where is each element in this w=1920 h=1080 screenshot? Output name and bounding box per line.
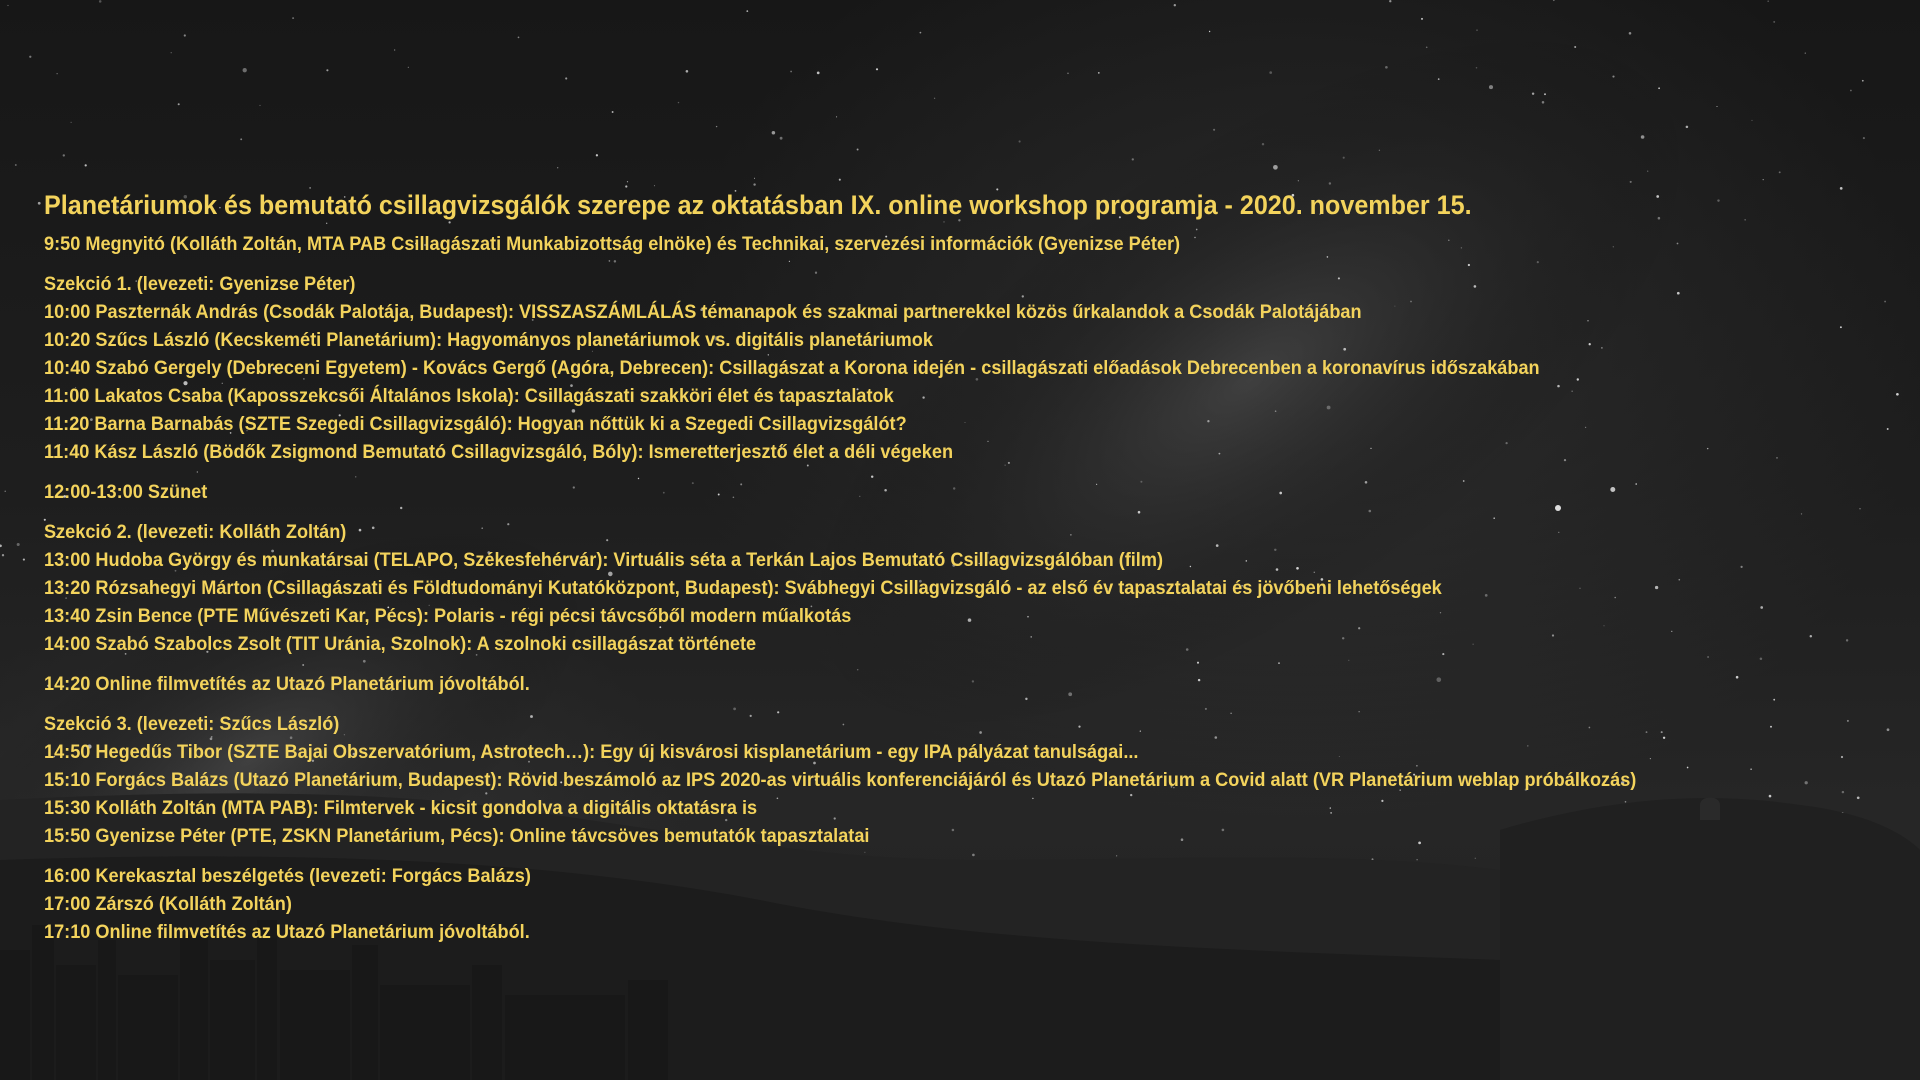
schedule-line: 15:30 Kolláth Zoltán (MTA PAB): Filmtervek - kicsit gondolva a digitális oktatásra is [44, 797, 758, 819]
schedule-line: 13:00 Hudoba György és munkatársai (TELAPO, Székesfehérvár): Virtuális séta a Terkán Lajos Bemutató Csillagvizsgálóban (film) [44, 549, 1164, 571]
schedule-line: 11:20 Barna Barnabás (SZTE Szegedi Csillagvizsgáló): Hogyan nőttük ki a Szegedi Csillagvizsgálót? [44, 413, 907, 435]
schedule-line: 15:50 Gyenizse Péter (PTE, ZSKN Planetárium, Pécs): Online távcsöves bemutatók tapasztalatai [44, 825, 870, 847]
schedule-block [44, 518, 1884, 658]
schedule-line: 14:20 Online filmvetítés az Utazó Planetárium jóvoltából. [44, 673, 530, 695]
schedule-line: 10:00 Paszternák András (Csodák Palotája, Budapest): VISSZASZÁMLÁLÁS témanapok és szakmai partnerekkel közös űrkalandok a Csodák Palotájában [44, 301, 1362, 323]
program-schedule [44, 230, 1884, 946]
schedule-block [44, 670, 1884, 698]
schedule-line: 14:00 Szabó Szabolcs Zsolt (TIT Uránia, Szolnok): A szolnoki csillagászat története [44, 633, 757, 655]
schedule-line: Szekció 2. (levezeti: Kolláth Zoltán) [44, 521, 347, 543]
schedule-block [44, 710, 1884, 850]
schedule-line: Szekció 1. (levezeti: Gyenizse Péter) [44, 273, 356, 295]
schedule-line: 11:40 Kász László (Bödők Zsigmond Bemutató Csillagvizsgáló, Bóly): Ismeretterjesztő élet a déli végeken [44, 441, 954, 463]
schedule-line: 9:50 Megnyitó (Kolláth Zoltán, MTA PAB Csillagászati Munkabizottság elnöke) és Technikai, szervezési információk (Gyenizse Péter) [44, 233, 1181, 255]
program-title: Planetáriumok és bemutató csillagvizsgálók szerepe az oktatásban IX. online workshop programja - 2020. november 15. [44, 190, 1472, 220]
schedule-line: 14:50 Hegedűs Tibor (SZTE Bajai Obszervatórium, Astrotech…): Egy új kisvárosi kisplanetárium - egy IPA pályázat tanulságai... [44, 741, 1139, 763]
schedule-line: 13:20 Rózsahegyi Márton (Csillagászati és Földtudományi Kutatóközpont, Budapest): Svábhegyi Csillagvizsgáló - az első év tapasztalatai és jövőbeni lehetőségek [44, 577, 1442, 599]
schedule-line: 12:00-13:00 Szünet [44, 481, 208, 503]
schedule-line: 15:10 Forgács Balázs (Utazó Planetárium, Budapest): Rövid beszámoló az IPS 2020-as virtuális konferenciájáról és Utazó Planetárium a Covid alatt (VR Planetárium weblap próbálkozás) [44, 769, 1637, 791]
schedule-block [44, 478, 1884, 506]
schedule-line: 16:00 Kerekasztal beszélgetés (levezeti: Forgács Balázs) [44, 865, 531, 887]
schedule-line: 13:40 Zsin Bence (PTE Művészeti Kar, Pécs): Polaris - régi pécsi távcsőből modern műalkotás [44, 605, 852, 627]
schedule-block [44, 862, 1884, 946]
schedule-line: 10:40 Szabó Gergely (Debreceni Egyetem) - Kovács Gergő (Agóra, Debrecen): Csillagászat a Korona idején - csillagászati előadások Debrecenben a koronavírus időszakában [44, 357, 1540, 379]
schedule-line: Szekció 3. (levezeti: Szűcs László) [44, 713, 340, 735]
schedule-line: 11:00 Lakatos Csaba (Kaposszekcsői Általános Iskola): Csillagászati szakköri élet és tapasztalatok [44, 385, 894, 407]
schedule-block [44, 270, 1884, 466]
schedule-line: 17:10 Online filmvetítés az Utazó Planetárium jóvoltából. [44, 921, 530, 943]
program-content [44, 186, 1884, 958]
schedule-block [44, 230, 1884, 258]
schedule-line: 10:20 Szűcs László (Kecskeméti Planetárium): Hagyományos planetáriumok vs. digitális planetáriumok [44, 329, 933, 351]
schedule-line: 17:00 Zárszó (Kolláth Zoltán) [44, 893, 292, 915]
